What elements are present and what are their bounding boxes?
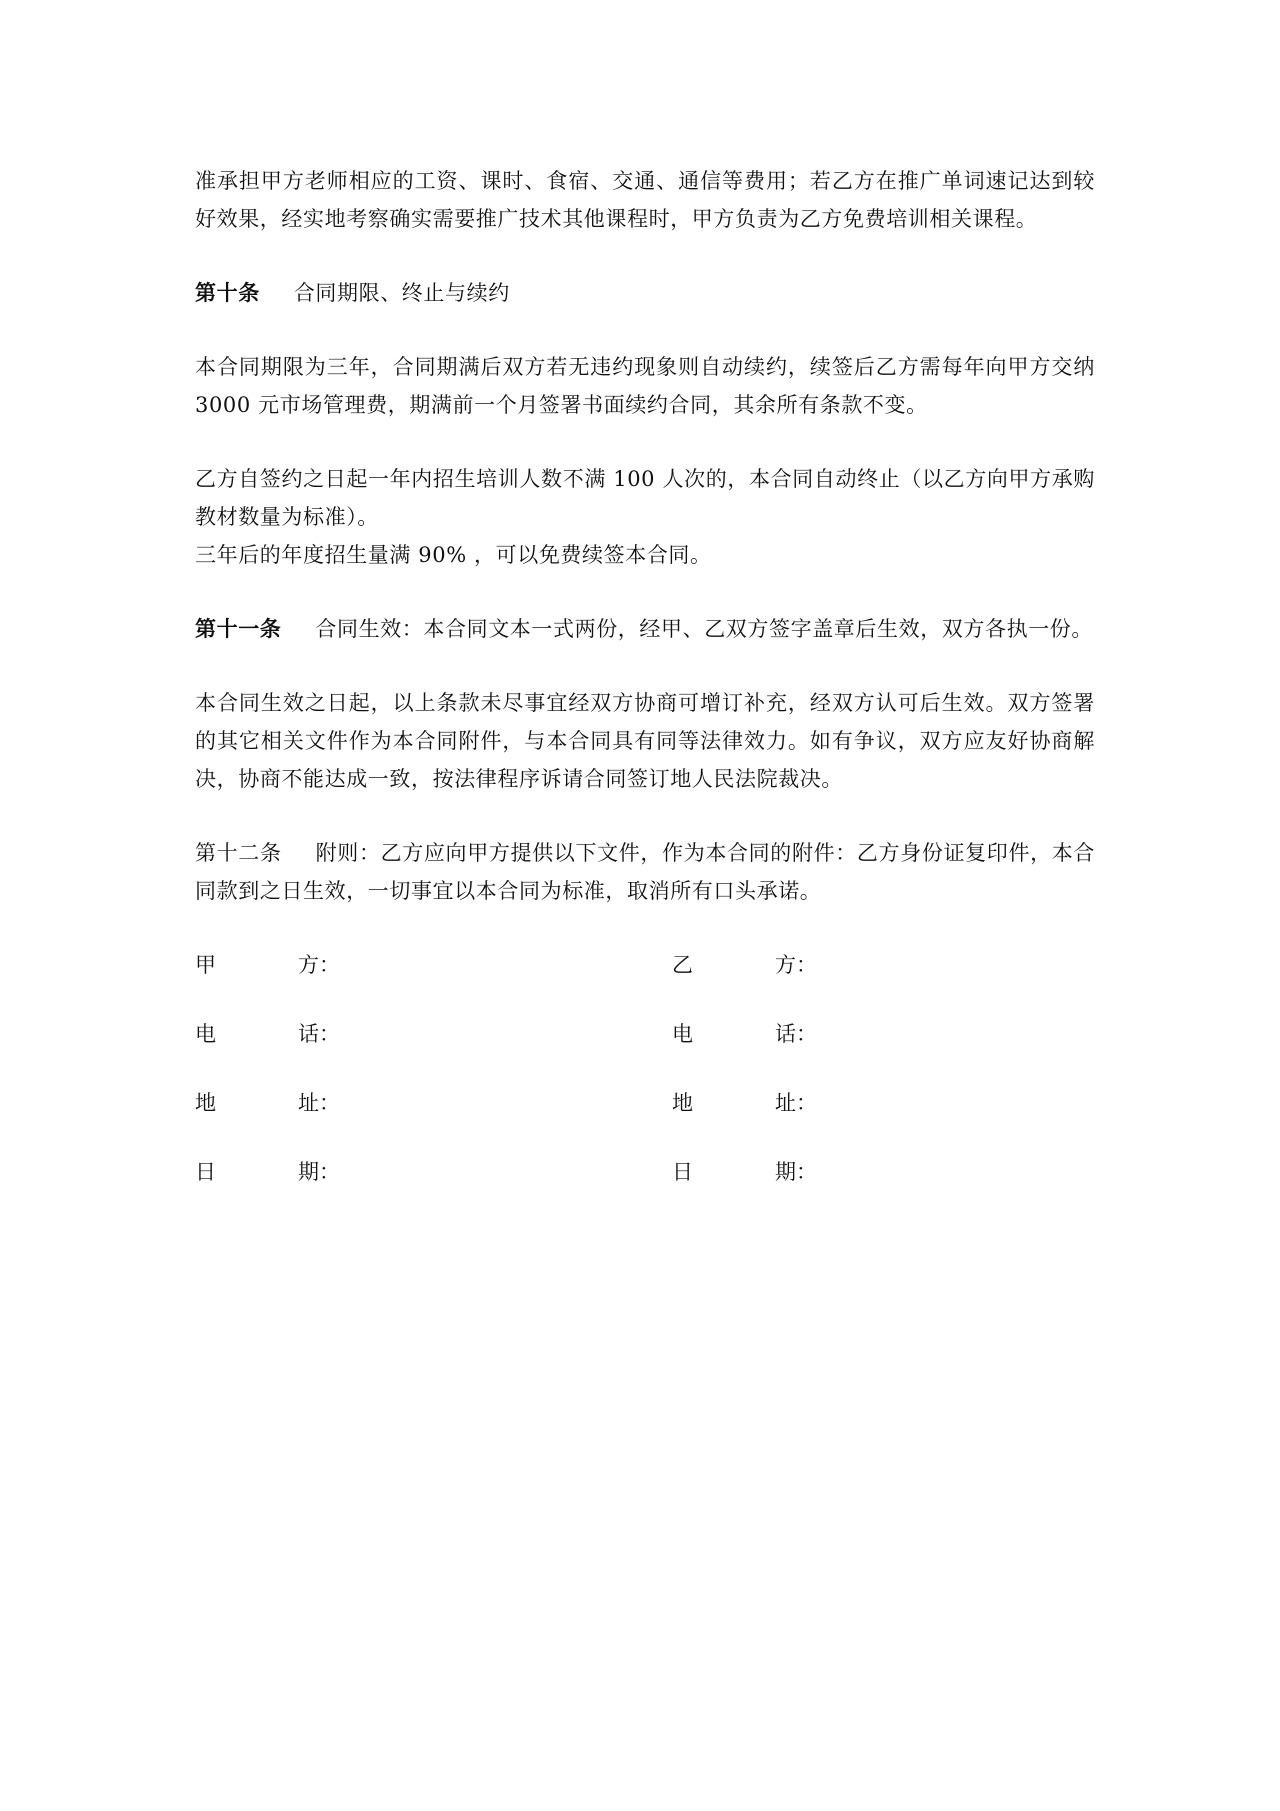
signature-row bbox=[195, 1015, 1095, 1084]
party-b-name-field: 乙 方： bbox=[672, 953, 817, 977]
party-a-name-field: 甲 方： bbox=[195, 953, 340, 977]
party-a-address-field: 地 址： bbox=[195, 1091, 340, 1115]
signature-row bbox=[195, 946, 1095, 1015]
paragraph-termination: 乙方自签约之日起一年内招生培训人数不满 100 人次的，本合同自动终止（以乙方向甲方承购教材数量为标准）。 bbox=[195, 467, 1095, 529]
signature-block bbox=[195, 946, 1095, 1222]
party-b-phone-field: 电 话： bbox=[672, 1022, 817, 1046]
article-11 bbox=[195, 610, 1095, 648]
article-12-text: 附则：乙方应向甲方提供以下文件，作为本合同的附件：乙方身份证复印件，本合同款到之日生效，一切事宜以本合同为标准，取消所有口头承诺。 bbox=[195, 841, 1095, 903]
article-12 bbox=[195, 834, 1095, 910]
article-11-text: 合同生效：本合同文本一式两份，经甲、乙双方签字盖章后生效，双方各执一份。 bbox=[315, 617, 1094, 641]
article-10-heading bbox=[195, 274, 1095, 312]
paragraph-contract-term: 本合同期限为三年，合同期满后双方若无违约现象则自动续约，续签后乙方需每年向甲方交纳 3000 元市场管理费，期满前一个月签署书面续约合同，其余所有条款不变。 bbox=[195, 355, 1095, 417]
signature-row bbox=[195, 1153, 1095, 1222]
paragraph-training-costs: 准承担甲方老师相应的工资、课时、食宿、交通、通信等费用；若乙方在推广单词速记达到较好效果，经实地考察确实需要推广技术其他课程时，甲方负责为乙方免费培训相关课程。 bbox=[195, 169, 1095, 231]
party-b-address-field: 地 址： bbox=[672, 1091, 817, 1115]
article-10-title: 合同期限、终止与续约 bbox=[293, 281, 510, 305]
document-page bbox=[195, 162, 1095, 1222]
article-11-number: 第十一条 bbox=[195, 616, 282, 641]
party-a-phone-field: 电 话： bbox=[195, 1022, 340, 1046]
party-a-date-field: 日 期： bbox=[195, 1160, 340, 1184]
signature-row bbox=[195, 1084, 1095, 1153]
article-12-number: 第十二条 bbox=[195, 841, 282, 865]
paragraph-supplements: 本合同生效之日起，以上条款未尽事宜经双方协商可增订补充，经双方认可后生效。双方签署的其它相关文件作为本合同附件，与本合同具有同等法律效力。如有争议，双方应友好协商解决，协商不能达成一致，按法律程序诉请合同签订地人民法院裁决。 bbox=[195, 691, 1095, 791]
article-10-number: 第十条 bbox=[195, 280, 260, 305]
party-b-date-field: 日 期： bbox=[672, 1160, 817, 1184]
paragraph-renewal: 三年后的年度招生量满 90% ，可以免费续签本合同。 bbox=[195, 543, 712, 567]
